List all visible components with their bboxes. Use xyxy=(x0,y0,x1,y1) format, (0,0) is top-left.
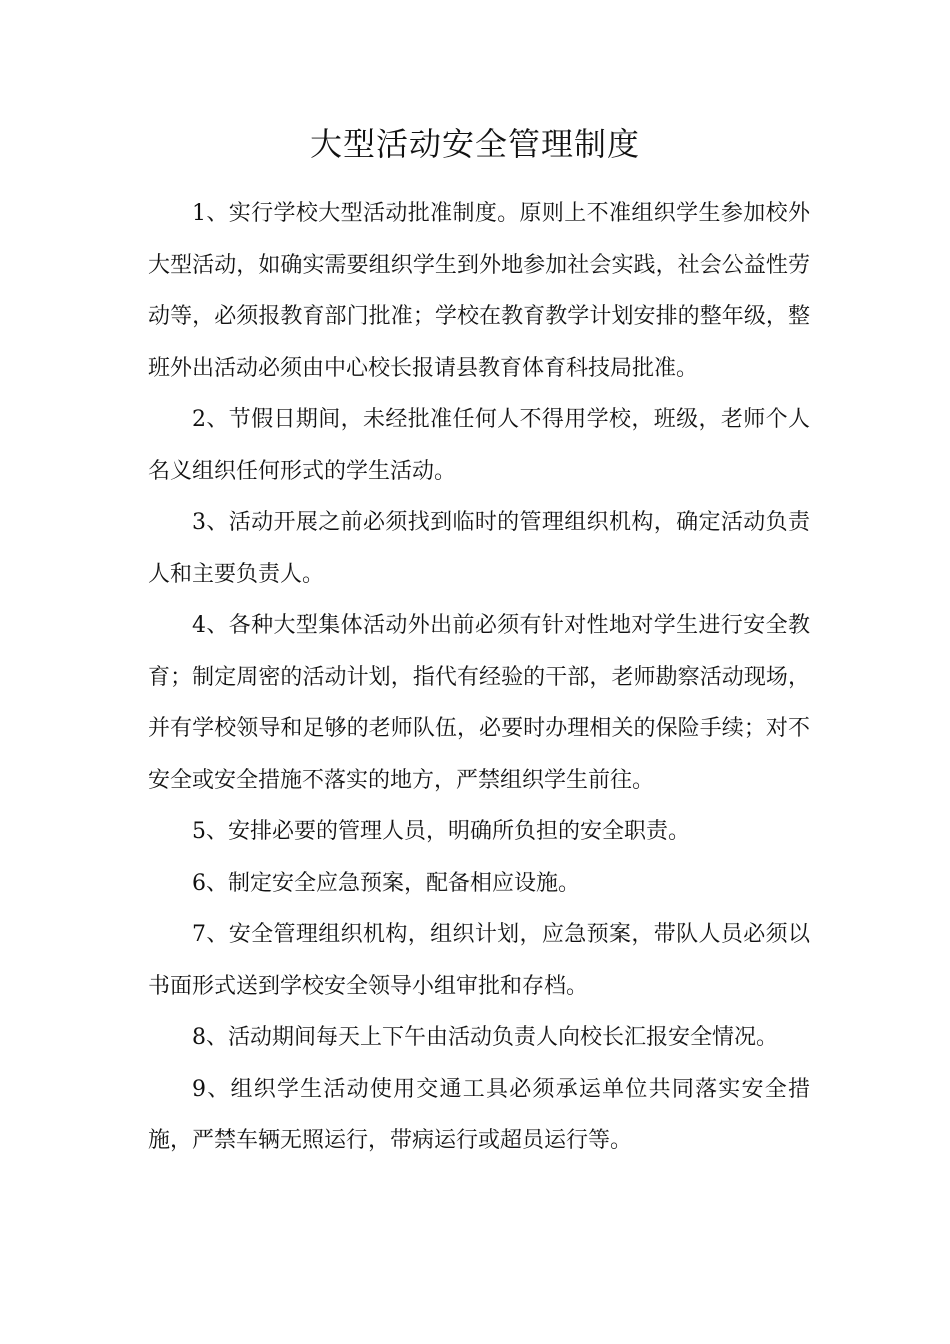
paragraph-5: 5、安排必要的管理人员，明确所负担的安全职责。 xyxy=(192,819,690,844)
paragraph-9: 9、组织学生活动使用交通工具必须承运单位共同落实安全措施，严禁车辆无照运行，带病运行或超员运行等。 xyxy=(148,1076,810,1153)
paragraph-8: 8、活动期间每天上下午由活动负责人向校长汇报安全情况。 xyxy=(192,1025,778,1050)
paragraph-7: 7、安全管理组织机构，组织计划，应急预案，带队人员必须以书面形式送到学校安全领导小组审批和存档。 xyxy=(148,922,810,999)
paragraph-2: 2、节假日期间，未经批准任何人不得用学校，班级，老师个人名义组织任何形式的学生活动。 xyxy=(148,407,810,484)
document-body xyxy=(148,188,810,1167)
paragraph-1: 1、实行学校大型活动批准制度。原则上不准组织学生参加校外大型活动，如确实需要组织学生到外地参加社会实践，社会公益性劳动等，必须报教育部门批准；学校在教育教学计划安排的整年级，整班外出活动必须由中心校长报请县教育体育科技局批准。 xyxy=(148,201,810,381)
paragraph-3: 3、活动开展之前必须找到临时的管理组织机构，确定活动负责人和主要负责人。 xyxy=(148,510,810,587)
paragraph-4: 4、各种大型集体活动外出前必须有针对性地对学生进行安全教育；制定周密的活动计划，指代有经验的干部，老师勘察活动现场，并有学校领导和足够的老师队伍，必要时办理相关的保险手续；对不安全或安全措施不落实的地方，严禁组织学生前往。 xyxy=(148,613,810,793)
paragraph-6: 6、制定安全应急预案，配备相应设施。 xyxy=(192,870,580,896)
document-title: 大型活动安全管理制度 xyxy=(309,125,640,163)
